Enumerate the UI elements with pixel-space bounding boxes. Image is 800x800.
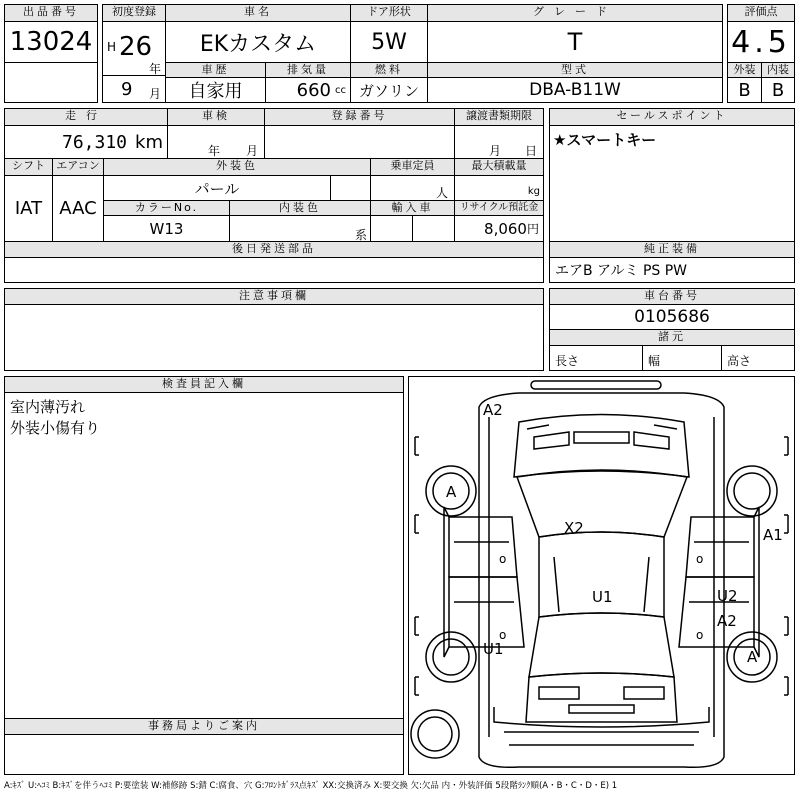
recycle-label: リサイクル預託金 (454, 200, 544, 216)
model: DBA-B11W (427, 77, 723, 103)
inspection-year-unit: 年 (208, 144, 221, 158)
exterior-grade-label: 外装 (727, 62, 762, 78)
first-registration-label: 初度登録 (102, 4, 166, 22)
dims-label: 諸元 (549, 329, 795, 346)
mark-o-4: o (696, 628, 704, 642)
inspection-month-unit: 月 (246, 144, 259, 158)
displacement-label: 排気量 (265, 62, 351, 78)
displacement-cell (265, 77, 351, 103)
fuel-label: 燃料 (350, 62, 428, 78)
sales-point-cell (549, 125, 795, 242)
mark-a-front-left: A (446, 483, 457, 501)
grade: T (427, 21, 723, 63)
height-label: 高さ (727, 354, 752, 368)
inspection-cell (167, 125, 265, 159)
car-name: EKカスタム (165, 21, 351, 63)
chassis-number: 0105686 (549, 304, 795, 330)
width-cell (642, 345, 722, 371)
mark-a2-rear: A2 (717, 612, 737, 630)
history: 自家用 (165, 77, 266, 103)
max-load-cell (454, 175, 544, 201)
ext-color: パール (103, 175, 331, 201)
door-type: 5W (350, 21, 428, 63)
ac: AAC (52, 175, 104, 242)
month: 9 (121, 79, 133, 100)
first-registration-month (102, 75, 166, 103)
exterior-grade: B (727, 77, 762, 103)
office-cell (4, 734, 404, 775)
mileage-cell (4, 125, 168, 159)
mileage: 76,310 (62, 131, 128, 153)
displacement-unit: cc (335, 84, 346, 96)
int-color-unit: 系 (354, 228, 367, 242)
grade-label: グレード (427, 4, 723, 22)
transfer-month-unit: 月 (489, 144, 502, 158)
transfer-deadline-cell (454, 125, 544, 159)
shift-label: シフト (4, 158, 53, 176)
recycle-cell (454, 215, 544, 242)
ext-color-extra (330, 175, 371, 201)
era: H (107, 40, 117, 54)
month-unit: 月 (149, 87, 162, 101)
height-cell (721, 345, 795, 371)
interior-grade-label: 内装 (761, 62, 795, 78)
int-color-label: 内装色 (229, 200, 371, 216)
mark-u1-roof: U1 (592, 588, 613, 606)
color-no-label: カラーNo. (103, 200, 230, 216)
lot-label: 出品番号 (4, 4, 98, 22)
max-load-unit: kg (527, 186, 540, 197)
color-no: W13 (103, 215, 230, 242)
length-cell (549, 345, 643, 371)
inspector-line-2: 外装小傷有り (10, 419, 101, 437)
mark-u2: U2 (717, 587, 738, 605)
transfer-deadline-label: 譲渡書類期限 (454, 108, 544, 126)
import-label: 輸入車 (370, 200, 455, 216)
fuel: ガソリン (350, 77, 428, 103)
transfer-day-unit: 日 (525, 144, 538, 158)
capacity-cell (370, 175, 455, 201)
reg-no-cell (264, 125, 455, 159)
mileage-unit: km (135, 131, 163, 153)
sales-point-label: セールスポイント (549, 108, 795, 126)
legend: A:ｷｽﾞ U:ﾍｺﾐ B:ｷｽﾞを伴うﾍｺﾐ P:要塗装 W:補修跡 S:錆 C:腐食、穴 G:ﾌﾛﾝﾄｶﾞﾗｽ点ｷｽﾞ XX:交換済み X:要交換 欠:欠品 内・外装評価 5段階ﾗﾝｸ順(A・B・C・D・E) 1 (4, 781, 618, 791)
ext-color-label: 外装色 (103, 158, 371, 176)
inspector-line-1: 室内薄汚れ (10, 398, 86, 416)
max-load-label: 最大積載量 (454, 158, 544, 176)
int-color-cell (229, 215, 371, 242)
recycle: 8,060 (484, 219, 527, 238)
mark-a1: A1 (763, 526, 783, 544)
capacity-label: 乗車定員 (370, 158, 455, 176)
lot-blank (4, 62, 98, 103)
reg-no-label: 登録番号 (264, 108, 455, 126)
year-unit: 年 (149, 62, 162, 76)
notes-label: 注意事項欄 (4, 288, 544, 305)
width-label: 幅 (648, 354, 661, 368)
chassis-label: 車台番号 (549, 288, 795, 305)
door-label: ドア形状 (350, 4, 428, 22)
inspector-comments (4, 392, 404, 719)
interior-grade: B (761, 77, 795, 103)
mark-o-3: o (696, 552, 704, 566)
mark-a-rear-right: A (747, 648, 758, 666)
mark-o-2: o (499, 628, 507, 642)
mark-x2: X2 (564, 519, 584, 537)
score-label: 評価点 (727, 4, 795, 22)
first-registration-year (102, 21, 166, 76)
genuine-label: 純正装備 (549, 241, 795, 258)
import-cell-a (370, 215, 413, 242)
later-parts-cell (4, 257, 544, 283)
score: 4.5 (727, 21, 795, 63)
car-diagram (408, 376, 795, 775)
office-label: 事務局よりご案内 (4, 718, 404, 735)
mileage-label: 走行 (4, 108, 168, 126)
model-label: 型式 (427, 62, 723, 78)
genuine-equipment: エアB アルミ PS PW (549, 257, 795, 283)
mark-a2-front: A2 (483, 401, 503, 419)
history-label: 車歴 (165, 62, 266, 78)
notes-cell (4, 304, 544, 371)
shift: IAT (4, 175, 53, 242)
lot-number: 13024 (4, 21, 98, 63)
year: 26 (119, 32, 153, 62)
inspection-label: 車検 (167, 108, 265, 126)
car-name-label: 車名 (165, 4, 351, 22)
import-cell-b (412, 215, 455, 242)
capacity-unit: 人 (435, 186, 448, 200)
inspector-label: 検査員記入欄 (4, 376, 404, 393)
sales-point: ★スマートキー (553, 131, 657, 149)
mark-u1-rear-left: U1 (483, 640, 504, 658)
recycle-unit: 円 (526, 222, 539, 236)
length-label: 長さ (555, 354, 580, 368)
later-parts-label: 後日発送部品 (4, 241, 544, 258)
mark-o-1: o (499, 552, 507, 566)
ac-label: エアコン (52, 158, 104, 176)
displacement: 660 (296, 79, 331, 101)
